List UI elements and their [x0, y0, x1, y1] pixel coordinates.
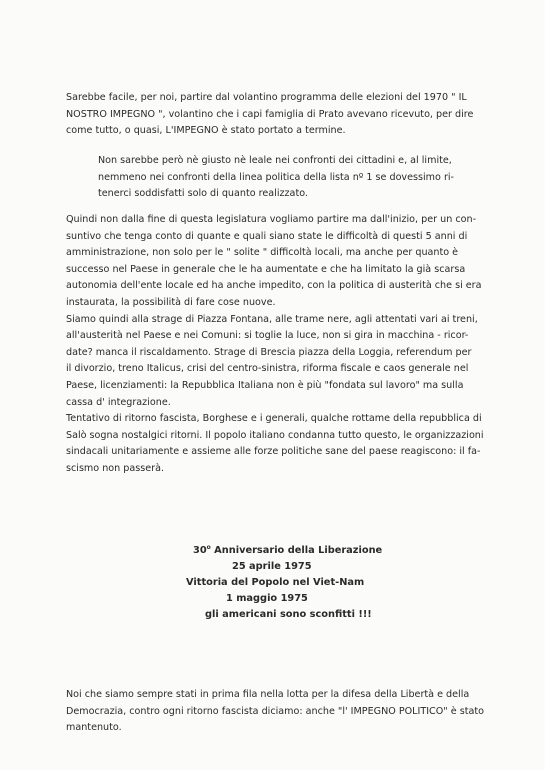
text-line: autonomia dell'ente locale ed ha anche impedito, con la politica di austerità che si era	[66, 280, 482, 292]
text-line: all'austerità nel Paese e nei Comuni: si toglie la luce, non si gira in macchina - ricor-	[66, 330, 469, 342]
text-line: Salò sogna nostalgici ritorni. Il popolo italiano condanna tutto questo, le organizzazioni	[66, 429, 484, 441]
text-line: mantenuto.	[66, 722, 122, 734]
paragraph-main	[66, 212, 486, 478]
anniversary-line-5: gli americani sono sconfitti !!!	[205, 609, 372, 620]
text-line: scismo non passerà.	[66, 462, 165, 474]
text-line: come tutto, o quasi, L'IMPEGNO è stato portato a termine.	[66, 125, 346, 137]
text-line: date? manca il riscaldamento. Strage di Brescia piazza della Loggia, referendum per	[66, 346, 472, 358]
ordinal-sup: o	[206, 544, 211, 551]
text-line: successo nel Paese in generale che le ha aumentate e che ha limitato la già scarsa	[66, 263, 466, 275]
text-line: Non sarebbe però nè giusto nè leale nei confronti dei cittadini e, al limite,	[98, 155, 452, 166]
paragraph-closing	[66, 687, 486, 737]
text-line: tenerci soddisfatti solo di quanto realizzato.	[98, 188, 308, 200]
text-line: Paese, licenziamenti: la Repubblica Italiana non è più "fondata sul lavoro" ma sulla	[66, 379, 464, 391]
text-line: instaurata, la possibilità di fare cose nuove.	[66, 296, 276, 308]
anniversary-block	[0, 540, 545, 623]
anniversary-line-1	[0, 540, 545, 559]
anniversary-date-2: 1 maggio 1975	[226, 593, 308, 604]
text-line: amministrazione, non solo per le " solite " difficoltà locali, ma anche per quanto è	[66, 247, 459, 259]
anniversary-line-3: Vittoria del Popolo nel Viet-Nam	[186, 577, 365, 588]
text-line: nemmeno nei confronti della linea politica della lista nº 1 se dovessimo ri-	[98, 171, 455, 183]
anniversary-number: 30	[193, 545, 207, 556]
text-line: cassa d' integrazione.	[66, 396, 171, 408]
text-line: sindacali unitariamente e assieme alle forze politiche sane del paese reagiscono: il fa-	[66, 446, 481, 458]
text-line: Siamo quindi alla strage di Piazza Fontana, alle trame nere, agli attentati vari ai treni,	[66, 313, 478, 325]
anniversary-title: Anniversario della Liberazione	[210, 545, 383, 556]
text-line: Noi che siamo sempre stati in prima fila nella lotta per la difesa della Libertà e della	[66, 689, 470, 700]
text-line: Sarebbe facile, per noi, partire dal volantino programma delle elezioni del 1970 " IL	[66, 92, 467, 103]
text-line: suntivo che tenga conto di quante e quali siano state le difficoltà di questi 5 anni di	[66, 230, 468, 242]
paragraph-intro	[66, 90, 486, 140]
anniversary-date-1: 25 aprile 1975	[232, 561, 312, 572]
paragraph-indented	[98, 153, 518, 203]
text-line: Democrazia, contro ogni ritorno fascista diciamo: anche "l' IMPEGNO POLITICO" è stato	[66, 705, 484, 717]
text-line: Quindi non dalla fine di questa legislatura vogliamo partire ma dall'inizio, per un con-	[66, 214, 477, 225]
text-line: il divorzio, treno Italicus, crisi del centro-sinistra, riforma fiscale e caos generale nel	[66, 363, 469, 375]
text-line: Tentativo di ritorno fascista, Borghese e i generali, qualche rottame della repubblica di	[66, 413, 482, 425]
text-line: NOSTRO IMPEGNO ", volantino che i capi famiglia di Prato avevano ricevuto, per dire	[66, 108, 474, 120]
